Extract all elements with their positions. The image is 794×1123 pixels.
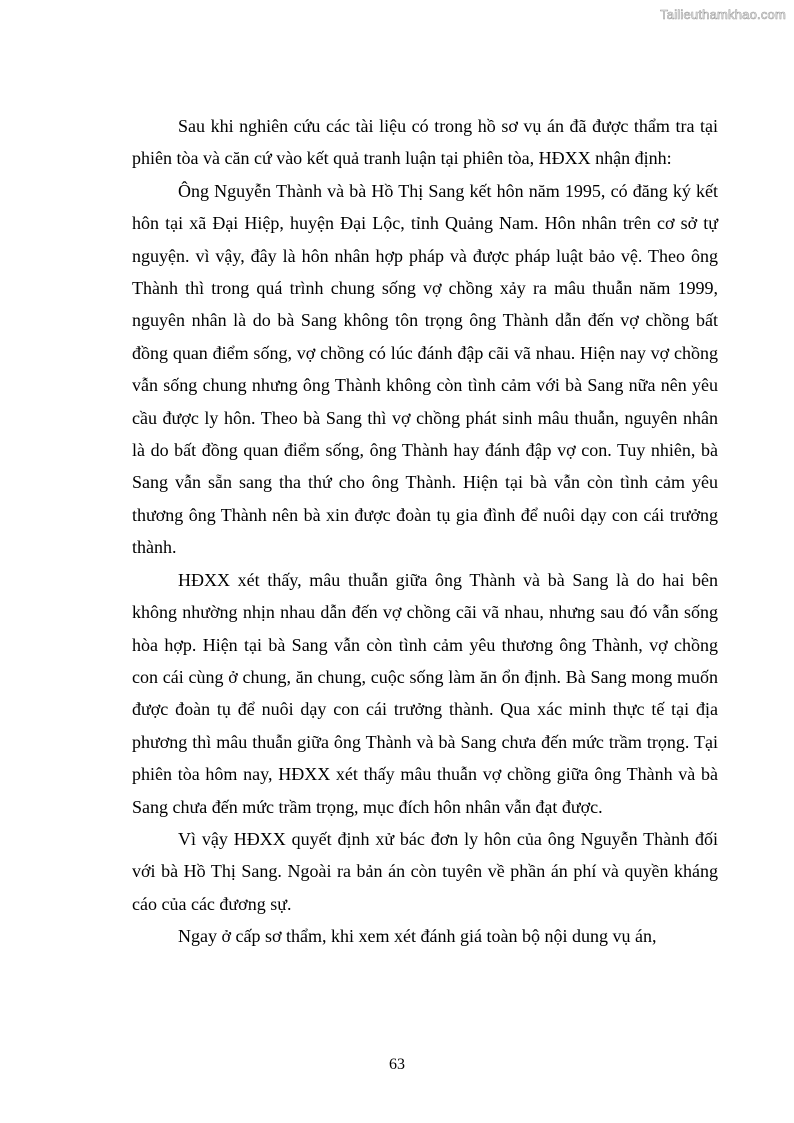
watermark-text: Tailieuthamkhao.com: [660, 7, 786, 22]
paragraph-1: Sau khi nghiên cứu các tài liệu có trong hồ sơ vụ án đã được thẩm tra tại phiên tòa và căn cứ vào kết quả tranh luận tại phiên tòa, HĐXX nhận định:: [132, 116, 718, 169]
paragraph-5: Ngay ở cấp sơ thẩm, khi xem xét đánh giá toàn bộ nội dung vụ án,: [178, 926, 657, 947]
page-number: 63: [389, 1056, 405, 1073]
paragraph-4: Vì vậy HĐXX quyết định xử bác đơn ly hôn của ông Nguyễn Thành đối với bà Hồ Thị Sang. Ngoài ra bản án còn tuyên về phần án phí và quyền kháng cáo của các đương sự.: [132, 828, 718, 914]
paragraph-2: Ông Nguyễn Thành và bà Hồ Thị Sang kết hôn năm 1995, có đăng ký kết hôn tại xã Đại Hiệp, huyện Đại Lộc, tỉnh Quảng Nam. Hôn nhân trên cơ sở tự nguyện. vì vậy, đây là hôn nhân hợp pháp và được pháp luật bảo vệ. Theo ông Thành thì trong quá trình chung sống vợ chồng xảy ra mâu thuẫn năm 1999, nguyên nhân là do bà Sang không tôn trọng ông Thành dẫn đến vợ chồng bất đồng quan điểm sống, vợ chồng có lúc đánh đập cãi vã nhau. Hiện nay vợ chồng vẫn sống chung nhưng ông Thành không còn tình cảm với bà Sang nữa nên yêu cầu được ly hôn. Theo bà Sang thì vợ chồng phát sinh mâu thuẫn, nguyên nhân là do bất đồng quan điểm sống, ông Thành hay đánh đập vợ con. Tuy nhiên, bà Sang vẫn sẵn sang tha thứ cho ông Thành. Hiện tại bà vẫn còn tình cảm yêu thương ông Thành nên bà xin được đoàn tụ gia đình để nuôi dạy con cái trưởng thành.: [132, 180, 718, 558]
document-body: [132, 110, 718, 953]
paragraph-3: HĐXX xét thấy, mâu thuẫn giữa ông Thành và bà Sang là do hai bên không nhường nhịn nhau dẫn đến vợ chồng cãi vã nhau, nhưng sau đó vẫn sống hòa hợp. Hiện tại bà Sang vẫn còn tình cảm yêu thương ông Thành, vợ chồng con cái cùng ở chung, ăn chung, cuộc sống làm ăn ổn định. Bà Sang mong muốn được đoàn tụ để nuôi dạy con cái trưởng thành. Qua xác minh thực tế tại địa phương thì mâu thuẫn giữa ông Thành và bà Sang chưa đến mức trầm trọng. Tại phiên tòa hôm nay, HĐXX xét thấy mâu thuẫn vợ chồng giữa ông Thành và bà Sang chưa đến mức trầm trọng, mục đích hôn nhân vẫn đạt được.: [132, 569, 718, 817]
